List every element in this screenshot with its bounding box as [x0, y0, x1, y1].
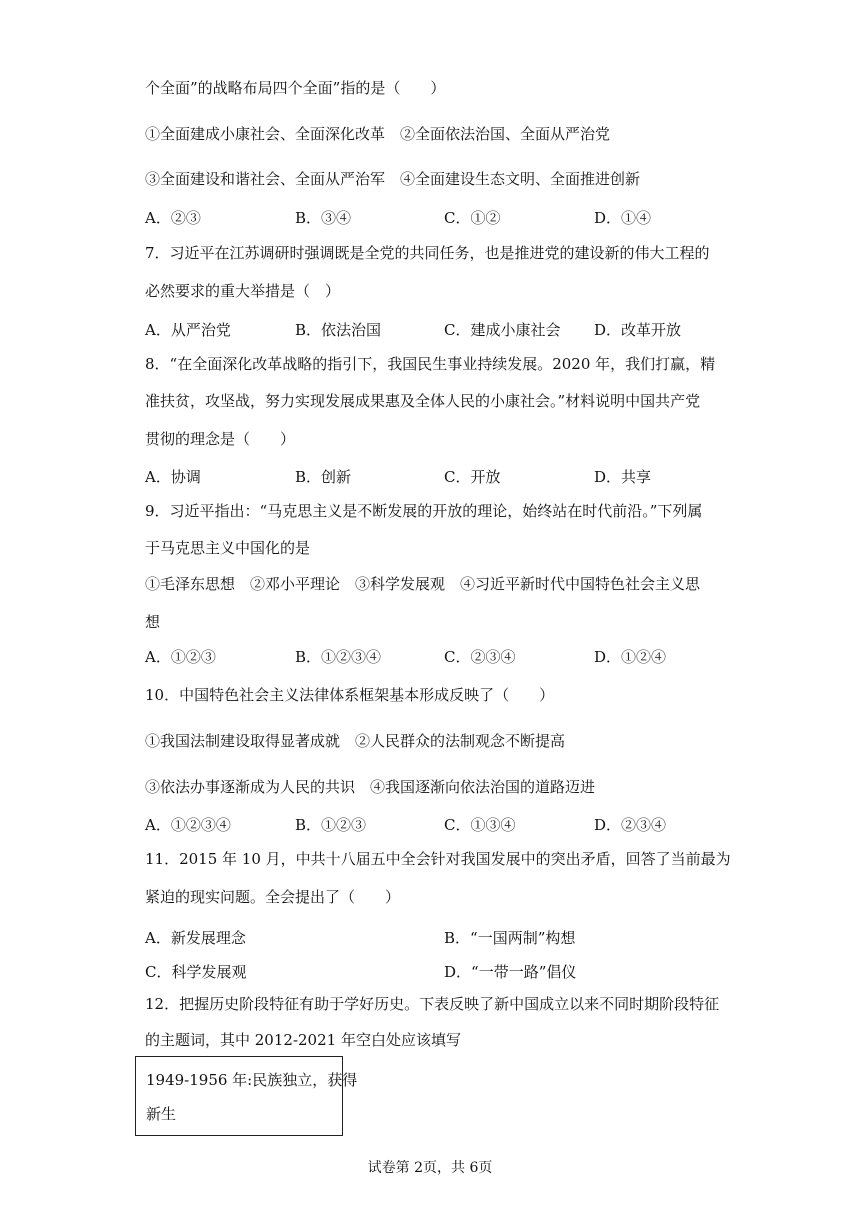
q8-stem-line: 8．“在全面深化改革战略的指引下，我国民生事业持续发展。2020 年，我们打赢，精 [145, 355, 716, 373]
q11-option-b: B．“一国两制”构想 [444, 929, 576, 947]
q12-stem-line: 12．把握历史阶段特征有助于学好历史。下表反映了新中国成立以来不同时期阶段特征 [145, 995, 720, 1013]
q11-stem-line: 11．2015 年 10 月，中共十八届五中全会针对我国发展中的突出矛盾，回答了当前最为 [145, 850, 731, 868]
q9-statement-line: ①毛泽东思想 ②邓小平理论 ③科学发展观 ④习近平新时代中国特色社会主义思 [145, 575, 701, 593]
q10-option-a: A．①②③④ [145, 816, 231, 834]
q8-option-a: A．协调 [145, 468, 201, 486]
q8-option-b: B．创新 [295, 468, 352, 486]
q6-option-a: A．②③ [145, 209, 201, 227]
q10-statement-line: ①我国法制建设取得显著成就 ②人民群众的法制观念不断提高 [145, 732, 566, 750]
q7-stem-line: 必然要求的重大举措是（ ） [145, 282, 341, 300]
q10-stem-line: 10．中国特色社会主义法律体系框架基本形成反映了（ ） [145, 686, 555, 704]
q6-option-d: D．①④ [594, 209, 652, 227]
q6-statement-line: ①全面建成小康社会、全面深化改革 ②全面依法治国、全面从严治党 [145, 125, 611, 143]
q11-option-c: C．科学发展观 [145, 963, 247, 981]
q9-statement-line: 想 [145, 613, 161, 631]
q6-option-c: C．①② [444, 209, 501, 227]
q10-statement-line: ③依法办事逐渐成为人民的共识 ④我国逐渐向依法治国的道路迈进 [145, 778, 596, 796]
q12-stem-line: 的主题词，其中 2012-2021 年空白处应该填写 [145, 1031, 461, 1049]
q8-stem-line: 准扶贫，攻坚战，努力实现发展成果惠及全体人民的小康社会。”材料说明中国共产党 [145, 392, 701, 410]
q7-option-a: A．从严治党 [145, 321, 231, 339]
q6-stem-line: 个全面”的战略布局四个全面”指的是（ ） [145, 79, 446, 97]
q11-stem-line: 紧迫的现实问题。全会提出了（ ） [145, 888, 401, 906]
q7-option-c: C．建成小康社会 [444, 321, 561, 339]
q10-option-d: D．②③④ [594, 816, 667, 834]
q7-option-d: D．改革开放 [594, 321, 682, 339]
q9-option-d: D．①②④ [594, 648, 667, 666]
q12-table-cell-line: 新生 [146, 1105, 177, 1123]
q9-option-b: B．①②③④ [295, 648, 382, 666]
q7-stem-line: 7．习近平在江苏调研时强调既是全党的共同任务，也是推进党的建设新的伟大工程的 [145, 244, 710, 262]
q12-table-cell-line: 1949-1956 年:民族独立，获得 [146, 1071, 358, 1089]
q9-stem-line: 9．习近平指出：“马克思主义是不断发展的开放的理论，始终站在时代前沿。”下列属 [145, 502, 703, 520]
q11-option-a: A．新发展理念 [145, 929, 246, 947]
q8-option-d: D．共享 [594, 468, 652, 486]
q11-option-d: D．“一带一路”倡仪 [444, 963, 577, 981]
q9-stem-line: 于马克思主义中国化的是 [145, 539, 311, 557]
q9-option-a: A．①②③ [145, 648, 216, 666]
q6-option-b: B．③④ [295, 209, 352, 227]
q8-option-c: C．开放 [444, 468, 501, 486]
q8-stem-line: 贯彻的理念是（ ） [145, 430, 296, 448]
q10-option-c: C．①③④ [444, 816, 516, 834]
q7-option-b: B．依法治国 [295, 321, 382, 339]
q12-table-cell [135, 1056, 358, 1136]
q9-option-c: C．②③④ [444, 648, 516, 666]
page-footer: 试卷第 2页，共 6页 [367, 1160, 493, 1176]
q10-option-b: B．①②③ [295, 816, 367, 834]
q6-statement-line: ③全面建设和谐社会、全面从严治军 ④全面建设生态文明、全面推进创新 [145, 170, 641, 188]
